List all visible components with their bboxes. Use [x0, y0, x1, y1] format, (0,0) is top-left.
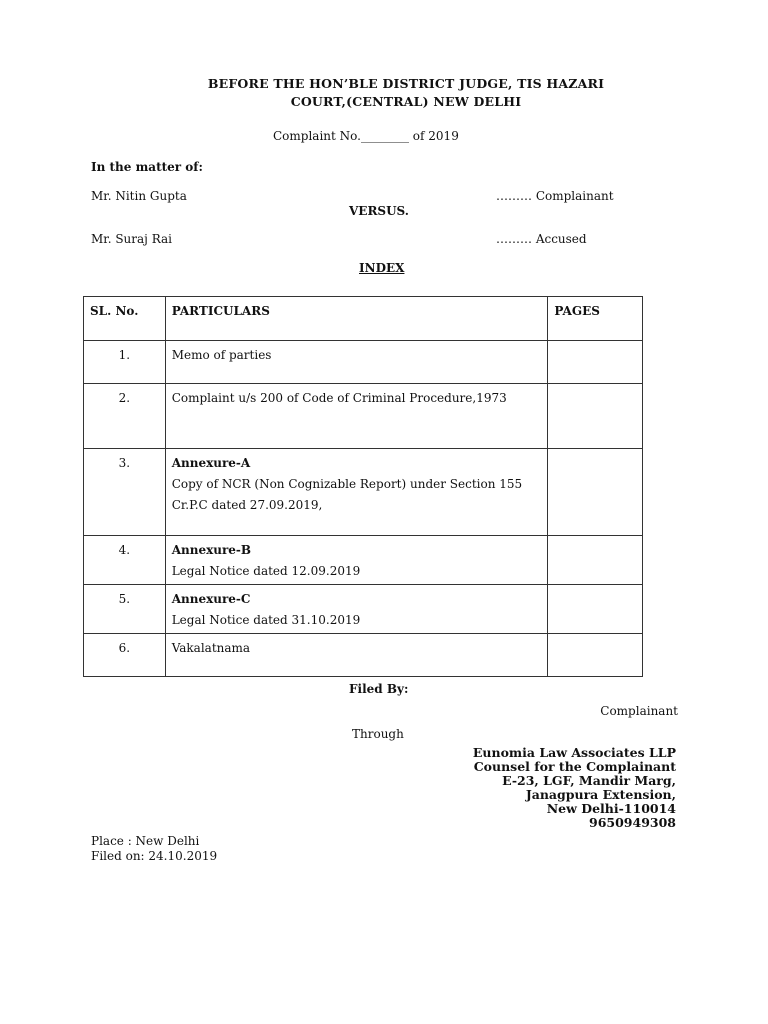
row-sl-no: 3. — [84, 449, 166, 536]
complainant-role: ……… Complainant — [496, 189, 614, 203]
row-text: Memo of parties — [171, 348, 272, 362]
table-row — [84, 384, 643, 449]
row-pages — [548, 384, 643, 449]
index-title: INDEX — [359, 261, 405, 275]
row-pages — [548, 634, 643, 677]
matter-label: In the matter of: — [91, 160, 203, 174]
firm-address-line-2: Janagpura Extension, — [525, 787, 676, 802]
annexure-title: Annexure-C — [171, 592, 251, 606]
row-particulars — [165, 341, 548, 384]
table-row — [84, 341, 643, 384]
complainant-signatory: Complainant — [600, 704, 678, 718]
filed-by-label: Filed By: — [349, 682, 409, 696]
row-sl-no: 6. — [84, 634, 166, 677]
complaint-number: Complaint No.________ of 2019 — [273, 129, 459, 143]
complainant-name: Mr. Nitin Gupta — [91, 189, 187, 203]
accused-name: Mr. Suraj Rai — [91, 232, 173, 246]
column-header-pages: PAGES — [548, 297, 643, 341]
annexure-title: Annexure-A — [171, 456, 251, 470]
annexure-title: Annexure-B — [171, 543, 252, 557]
row-pages — [548, 449, 643, 536]
table-row — [84, 449, 643, 536]
row-text: Vakalatnama — [171, 641, 251, 655]
row-pages — [548, 536, 643, 585]
firm-address-line-3: New Delhi-110014 — [546, 801, 676, 816]
row-sl-no: 1. — [84, 341, 166, 384]
filed-on-label: Filed on: 24.10.2019 — [91, 849, 218, 863]
through-label: Through — [352, 727, 404, 741]
row-particulars — [165, 536, 548, 585]
row-text: Legal Notice dated 12.09.2019 — [171, 564, 361, 578]
row-pages — [548, 341, 643, 384]
court-heading-line-2: COURT,(CENTRAL) NEW DELHI — [290, 94, 522, 109]
row-sl-no: 4. — [84, 536, 166, 585]
court-heading-line-1: BEFORE THE HON’BLE DISTRICT JUDGE, TIS HAZARI — [207, 76, 605, 91]
row-text: Complaint u/s 200 of Code of Criminal Procedure,1973 — [171, 391, 507, 405]
place-label: Place : New Delhi — [91, 834, 200, 848]
index-header-row — [84, 297, 643, 341]
row-text: Legal Notice dated 31.10.2019 — [171, 613, 361, 627]
row-sl-no: 2. — [84, 384, 166, 449]
row-sl-no: 5. — [84, 585, 166, 634]
row-particulars — [165, 449, 548, 536]
firm-name: Eunomia Law Associates LLP — [472, 745, 676, 760]
row-particulars — [165, 585, 548, 634]
row-pages — [548, 585, 643, 634]
row-text: Copy of NCR (Non Cognizable Report) under Section 155 Cr.P.C dated 27.09.2019, — [171, 477, 523, 512]
firm-role: Counsel for the Complainant — [473, 759, 676, 774]
index-table — [83, 296, 643, 677]
row-particulars — [165, 634, 548, 677]
firm-phone: 9650949308 — [589, 815, 676, 830]
table-row — [84, 536, 643, 585]
table-row — [84, 585, 643, 634]
versus-label: VERSUS. — [349, 204, 409, 218]
column-header-particulars: PARTICULARS — [165, 297, 548, 341]
column-header-sl-no: SL. No. — [84, 297, 166, 341]
row-particulars — [165, 384, 548, 449]
table-row — [84, 634, 643, 677]
accused-role: ……… Accused — [496, 232, 587, 246]
firm-address-line-1: E-23, LGF, Mandir Marg, — [502, 773, 676, 788]
